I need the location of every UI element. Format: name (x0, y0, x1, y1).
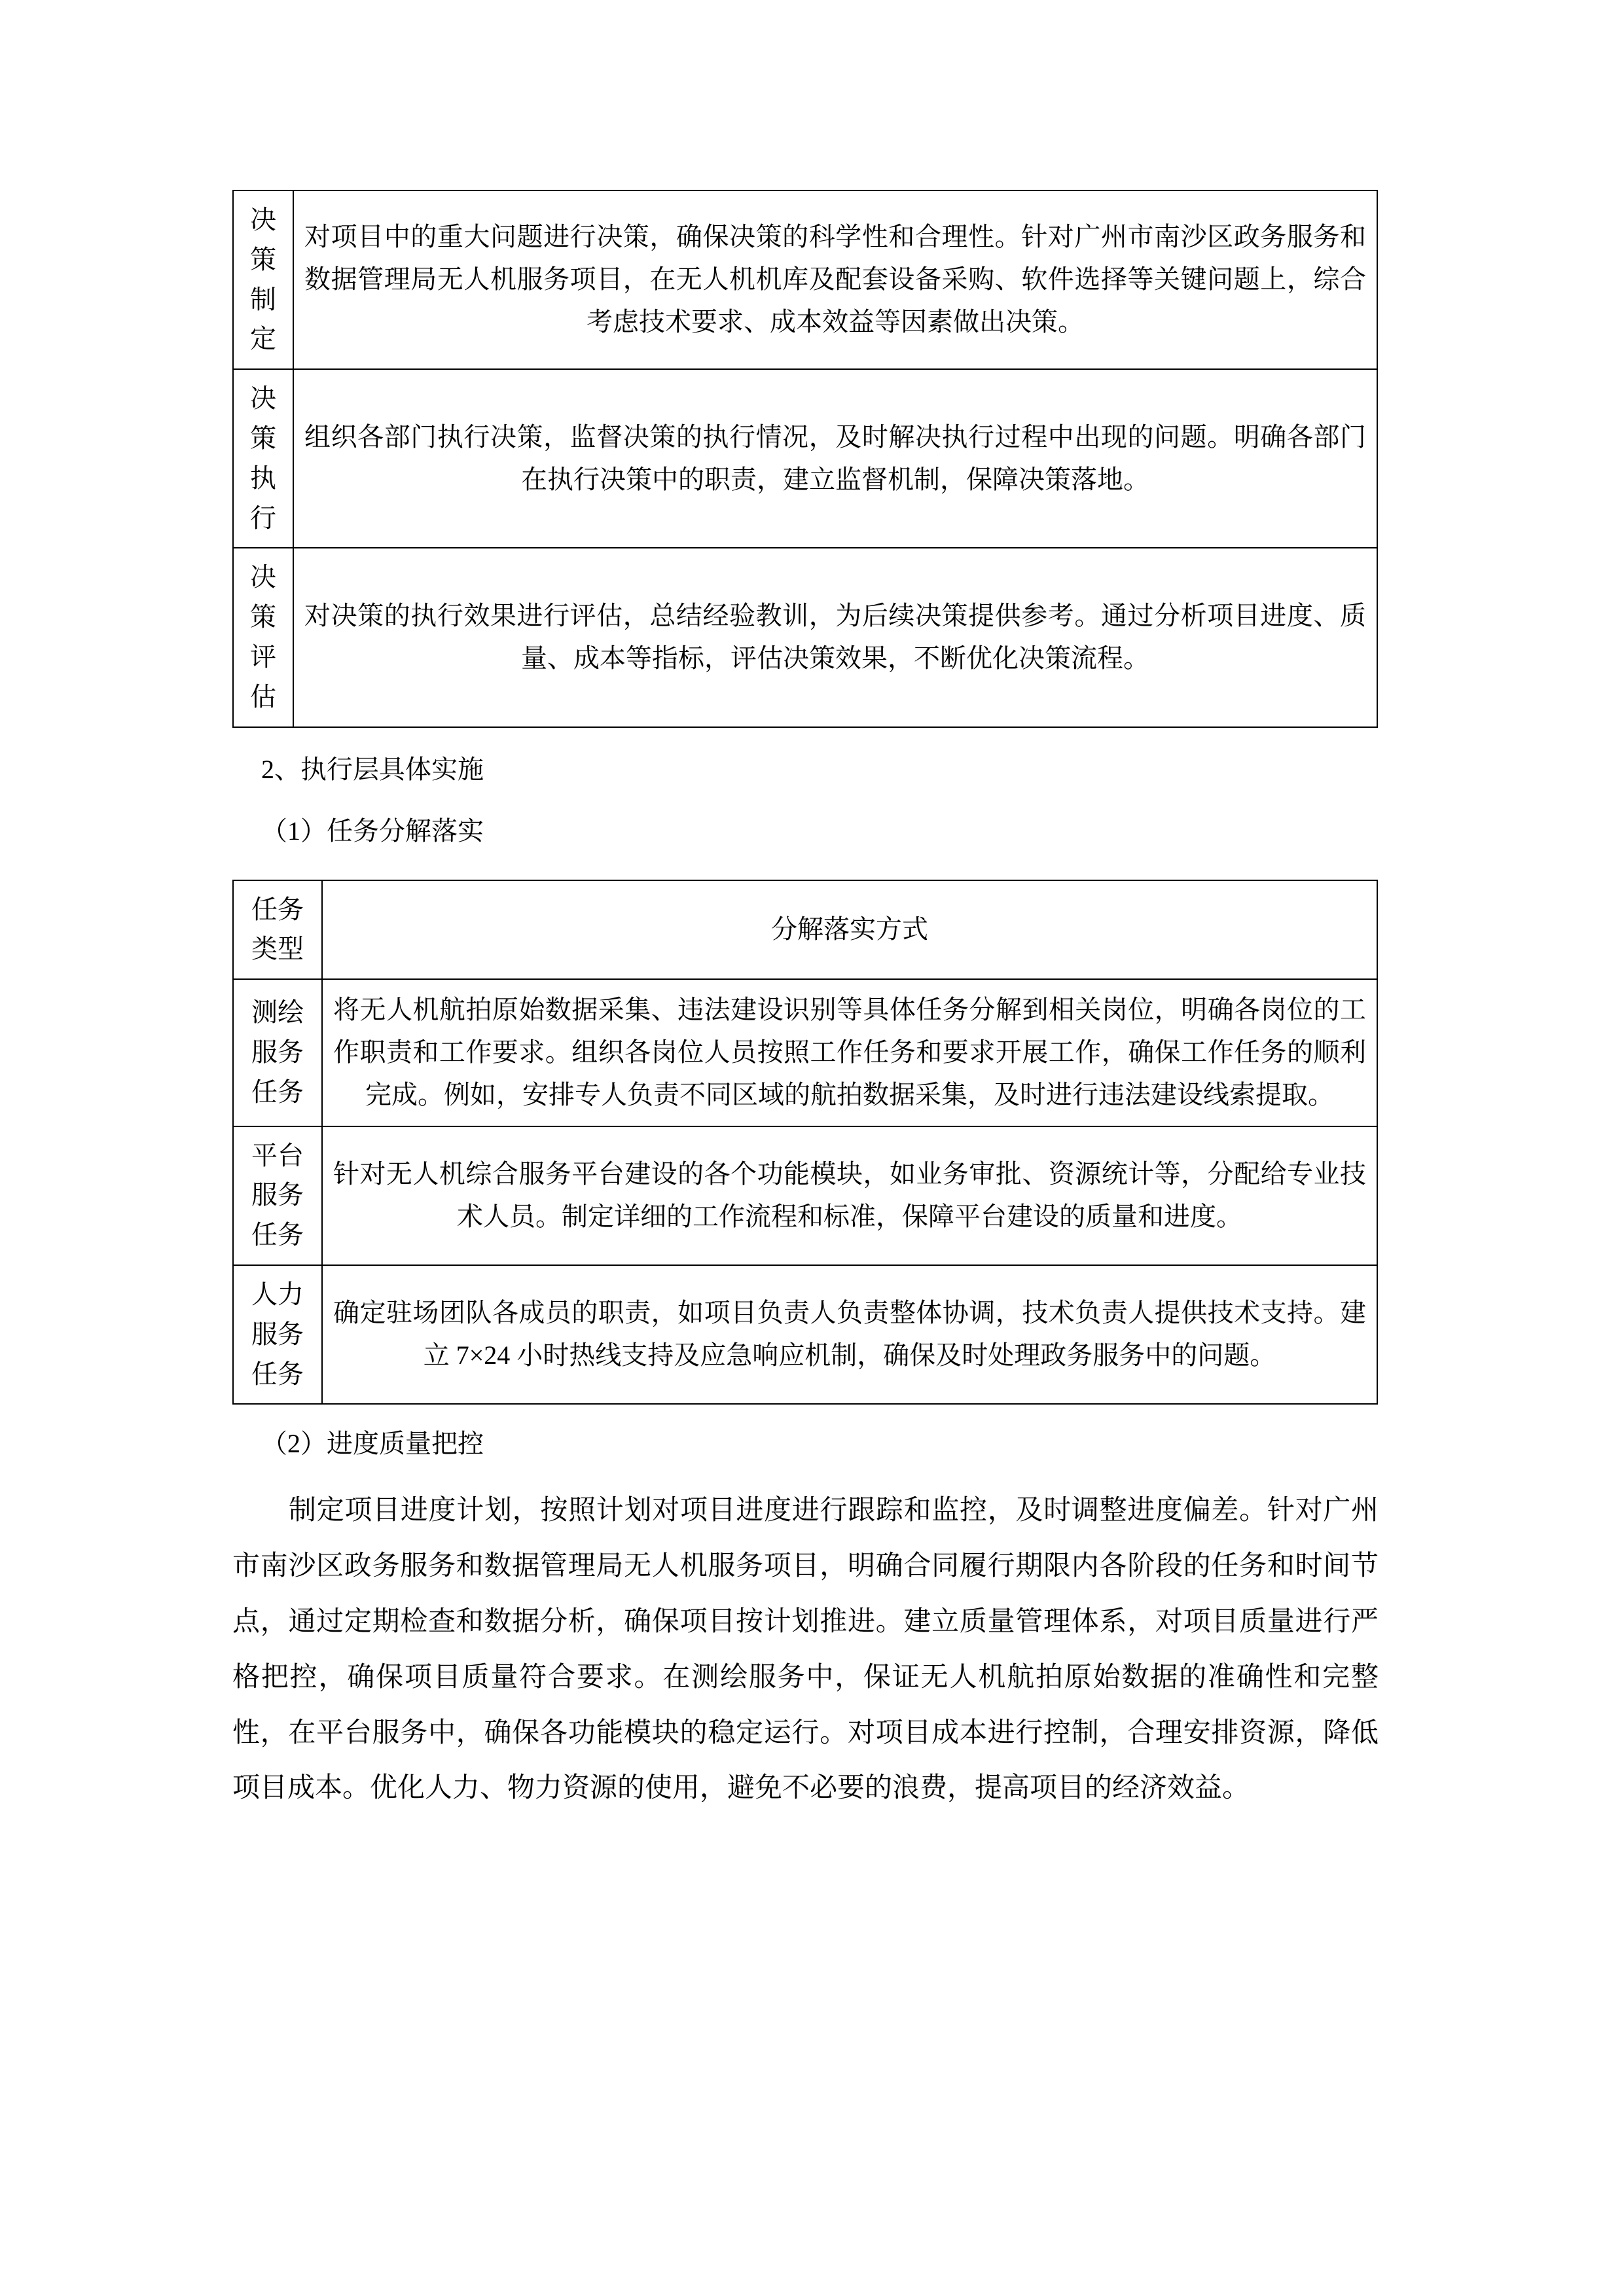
label-line: 服务 (251, 1180, 304, 1210)
table-row (233, 979, 1377, 1126)
label-line: 类型 (251, 934, 304, 964)
label-char: 评 (250, 641, 276, 672)
table-row (233, 548, 1377, 726)
label-char: 执 (250, 463, 276, 493)
header-label-breakdown-method: 分解落实方式 (322, 880, 1377, 980)
row-label-surveying-service-task (233, 979, 322, 1126)
label-line: 任务 (251, 1220, 304, 1250)
row-label-decision-formulation (233, 190, 293, 369)
label-char: 决 (250, 384, 276, 414)
table-header-row (233, 880, 1377, 980)
label-line: 人力 (251, 1279, 304, 1309)
table-row (233, 369, 1377, 548)
label-char: 制 (250, 284, 276, 314)
label-char: 行 (250, 503, 276, 533)
decision-management-table (232, 190, 1378, 728)
label-line: 测绘 (251, 997, 304, 1028)
table-row (233, 190, 1377, 369)
label-line: 任务 (251, 1077, 304, 1107)
label-char: 决 (250, 562, 276, 592)
paragraph-progress-quality-control: 制定项目进度计划，按照计划对项目进度进行跟踪和监控，及时调整进度偏差。针对广州市南沙区政务服务和数据管理局无人机服务项目，明确合同履行期限内各阶段的任务和时间节点，通过定期检查和数据分析，确保项目按计划推进。建立质量管理体系，对项目质量进行严格把控，确保项目质量符合要求。在测绘服务中，保证无人机航拍原始数据的准确性和完整性，在平台服务中，确保各功能模块的稳定运行。对项目成本进行控制，合理安排资源，降低项目成本。优化人力、物力资源的使用，避免不必要的浪费，提高项目的经济效益。 (232, 1496, 1379, 1804)
row-label-decision-evaluation (233, 548, 293, 726)
row-label-platform-service-task (233, 1126, 322, 1265)
label-char: 决 (250, 205, 276, 234)
heading-section-2: 2、执行层具体实施 (261, 754, 484, 784)
heading-subsection-2: （2）进度质量把控 (261, 1429, 484, 1459)
table-body (233, 880, 1377, 1405)
row-content: 将无人机航拍原始数据采集、违法建设识别等具体任务分解到相关岗位，明确各岗位的工作职责和工作要求。组织各岗位人员按照工作任务和要求开展工作，确保工作任务的顺利完成。例如，安排专人负责不同区域的航拍数据采集，及时进行违法建设线索提取。 (322, 979, 1377, 1126)
label-line: 平台 (251, 1140, 304, 1170)
label-char: 策 (250, 423, 276, 453)
header-label-task-type (233, 880, 322, 980)
label-line: 任务 (251, 1359, 304, 1389)
row-content: 组织各部门执行决策，监督决策的执行情况，及时解决执行过程中出现的问题。明确各部门在执行决策中的职责，建立监督机制，保障决策落地。 (293, 369, 1377, 548)
row-content: 对项目中的重大问题进行决策，确保决策的科学性和合理性。针对广州市南沙区政务服务和数据管理局无人机服务项目，在无人机机库及配套设备采购、软件选择等关键问题上，综合考虑技术要求、成本效益等因素做出决策。 (293, 190, 1377, 369)
spacer (232, 868, 1379, 880)
row-content: 确定驻场团队各成员的职责，如项目负责人负责整体协调，技术负责人提供技术支持。建立 7×24 小时热线支持及应急响应机制，确保及时处理政务服务中的问题。 (322, 1265, 1377, 1404)
label-line: 任务 (251, 894, 304, 924)
label-char: 策 (250, 244, 276, 274)
table-row (233, 1126, 1377, 1265)
label-char: 策 (250, 602, 276, 632)
label-char: 估 (250, 681, 276, 711)
heading-subsection-1: （1）任务分解落实 (261, 816, 484, 846)
row-content: 针对无人机综合服务平台建设的各个功能模块，如业务审批、资源统计等，分配给专业技术人员。制定详细的工作流程和标准，保障平台建设的质量和进度。 (322, 1126, 1377, 1265)
label-char: 定 (250, 324, 276, 354)
label-line: 服务 (251, 1319, 304, 1349)
row-label-decision-execution (233, 369, 293, 548)
row-label-human-resource-service-task (233, 1265, 322, 1404)
table-row (233, 1265, 1377, 1404)
row-content: 对决策的执行效果进行评估，总结经验教训，为后续决策提供参考。通过分析项目进度、质量、成本等指标，评估决策效果，不断优化决策流程。 (293, 548, 1377, 726)
task-breakdown-table (232, 880, 1378, 1405)
table-body (233, 190, 1377, 727)
label-line: 服务 (251, 1037, 304, 1067)
